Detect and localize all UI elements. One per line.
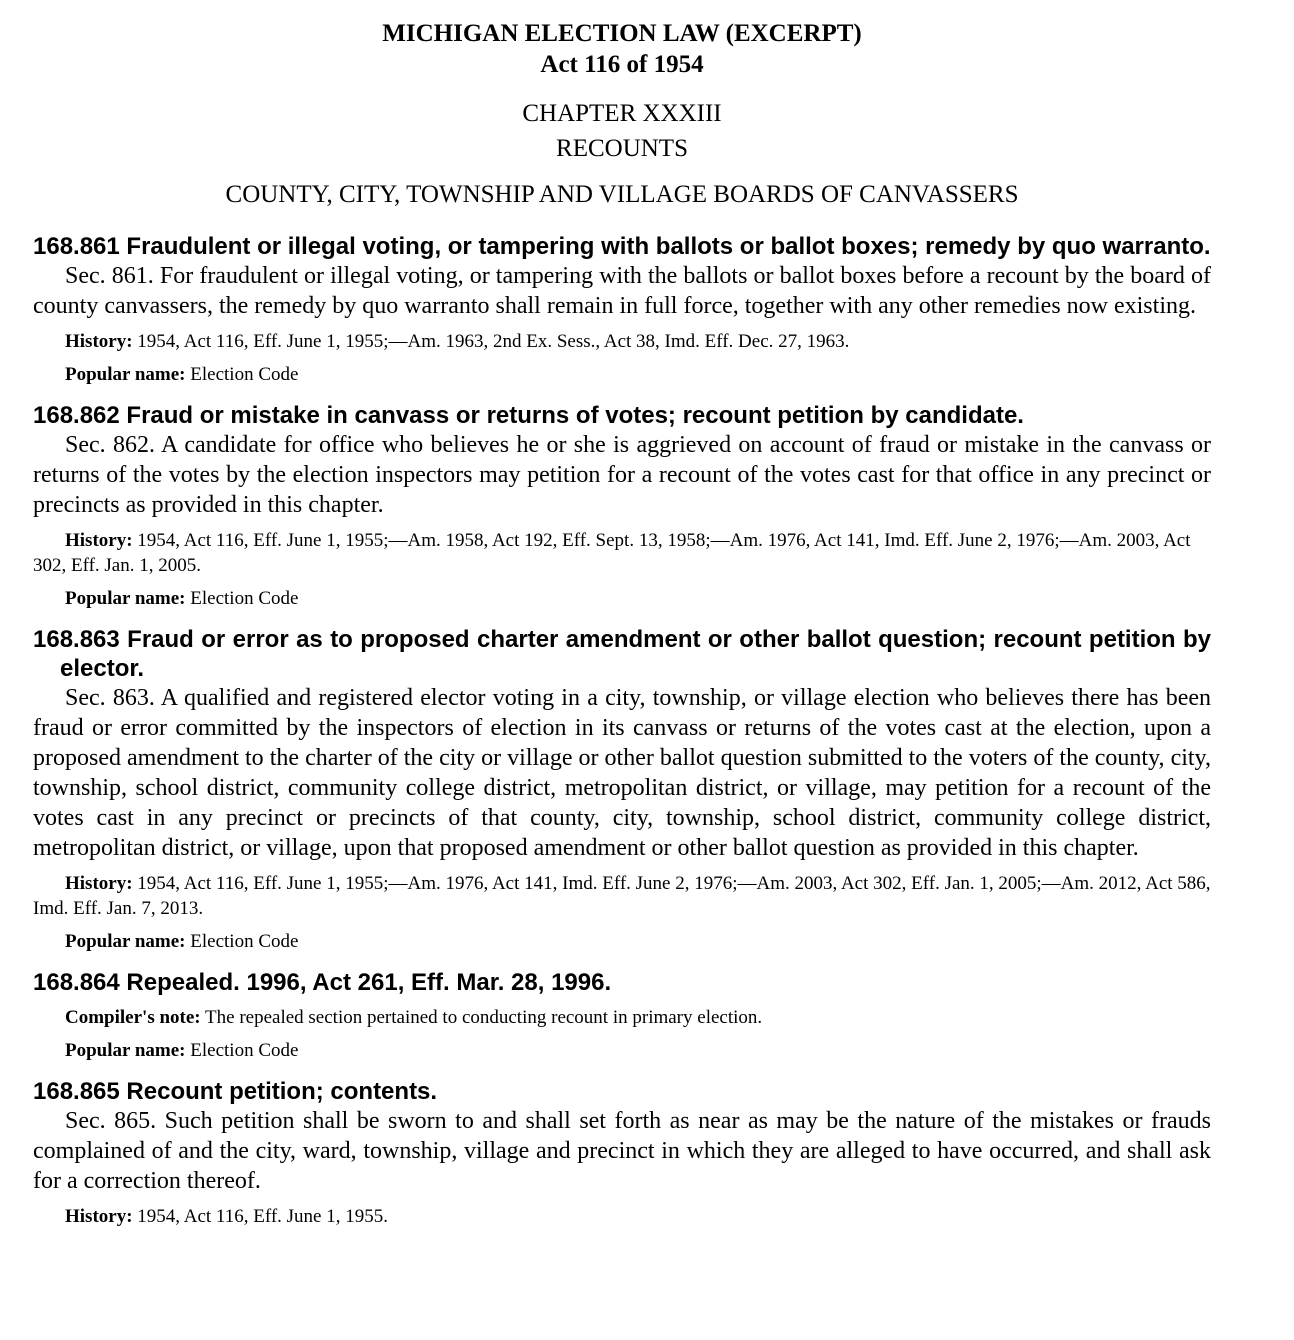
popular-name-label: Popular name: (65, 931, 186, 952)
act-number: Act 116 of 1954 (540, 51, 704, 78)
section-heading: 168.864 Repealed. 1996, Act 261, Eff. Mar. 28, 1996. (33, 969, 612, 996)
compiler-note-text: The repealed section pertained to conducting recount in primary election. (200, 1007, 763, 1028)
history-note (33, 528, 1211, 578)
history-label: History: (65, 1206, 133, 1227)
history-text: 1954, Act 116, Eff. June 1, 1955;—Am. 1976, Act 141, Imd. Eff. June 2, 1976;—Am. 2003, Act 302, Eff. Jan. 1, 2005;—Am. 2012, Act 586, Imd. Eff. Jan. 7, 2013. (33, 873, 1211, 919)
popular-name-label: Popular name: (65, 364, 186, 385)
popular-name-note (33, 586, 1211, 611)
history-label: History: (65, 331, 133, 352)
popular-name-note (33, 1038, 1211, 1063)
section-body: Sec. 862. A candidate for office who believes he or she is aggrieved on account of fraud or mistake in the canvass or returns of the votes by the election inspectors may petition for a recount of the votes cast for that office in any precinct or precincts as provided in this chapter. (33, 432, 1211, 518)
compiler-note-label: Compiler's note: (65, 1007, 201, 1028)
popular-name-note (33, 362, 1211, 387)
section-body: Sec. 863. A qualified and registered elector voting in a city, township, or village election who believes there has been fraud or error committed by the inspectors of election in its canvass or returns of the votes cast at the election, upon a proposed amendment to the charter of the city or village or other ballot question submitted to the voters of the county, city, township, school district, community college district, metropolitan district, or village, may petition for a recount of the votes cast in any precinct or precincts of that county, city, township, school district, community college district, metropolitan district, or village, upon that proposed amendment or other ballot question as provided in this chapter. (33, 685, 1211, 861)
section-168-864 (33, 968, 1211, 1063)
section-body: Sec. 861. For fraudulent or illegal voting, or tampering with the ballots or ballot boxes before a recount by the board of county canvassers, the remedy by quo warranto shall remain in full force, together with any other remedies now existing. (33, 263, 1211, 319)
popular-name-note (33, 929, 1211, 954)
subchapter-title: COUNTY, CITY, TOWNSHIP AND VILLAGE BOARDS OF CANVASSERS (225, 181, 1019, 208)
section-heading: 168.863 Fraud or error as to proposed charter amendment or other ballot question; recount petition by elector. (33, 626, 1211, 682)
history-note (33, 871, 1211, 921)
section-168-865 (33, 1077, 1211, 1229)
document-page (33, 18, 1211, 1229)
history-label: History: (65, 873, 133, 894)
popular-name-text: Election Code (185, 588, 299, 609)
compiler-note (33, 1005, 1211, 1030)
section-heading: 168.862 Fraud or mistake in canvass or returns of votes; recount petition by candidate. (33, 402, 1024, 429)
document-title: MICHIGAN ELECTION LAW (EXCERPT) (382, 20, 862, 47)
section-heading: 168.861 Fraudulent or illegal voting, or tampering with ballots or ballot boxes; remedy by quo warranto. (33, 233, 1211, 260)
section-body: Sec. 865. Such petition shall be sworn to and shall set forth as near as may be the nature of the mistakes or frauds complained of and the city, ward, township, village and precinct in which they are alleged to have occurred, and shall ask for a correction thereof. (33, 1108, 1211, 1194)
popular-name-text: Election Code (185, 1040, 299, 1061)
popular-name-label: Popular name: (65, 588, 186, 609)
section-168-861 (33, 232, 1211, 387)
history-text: 1954, Act 116, Eff. June 1, 1955;—Am. 1963, 2nd Ex. Sess., Act 38, Imd. Eff. Dec. 27, 1963. (132, 331, 850, 352)
history-text: 1954, Act 116, Eff. June 1, 1955;—Am. 1958, Act 192, Eff. Sept. 13, 1958;—Am. 1976, Act 141, Imd. Eff. June 2, 1976;—Am. 2003, Act 302, Eff. Jan. 1, 2005. (33, 530, 1191, 576)
section-168-863 (33, 625, 1211, 954)
chapter-number: CHAPTER XXXIII (522, 100, 722, 127)
section-168-862 (33, 401, 1211, 611)
section-heading: 168.865 Recount petition; contents. (33, 1078, 438, 1105)
chapter-title: RECOUNTS (556, 135, 688, 162)
popular-name-text: Election Code (185, 931, 299, 952)
history-text: 1954, Act 116, Eff. June 1, 1955. (132, 1206, 388, 1227)
popular-name-text: Election Code (185, 364, 299, 385)
history-note (33, 329, 1211, 354)
history-label: History: (65, 530, 133, 551)
popular-name-label: Popular name: (65, 1040, 186, 1061)
history-note (33, 1204, 1211, 1229)
